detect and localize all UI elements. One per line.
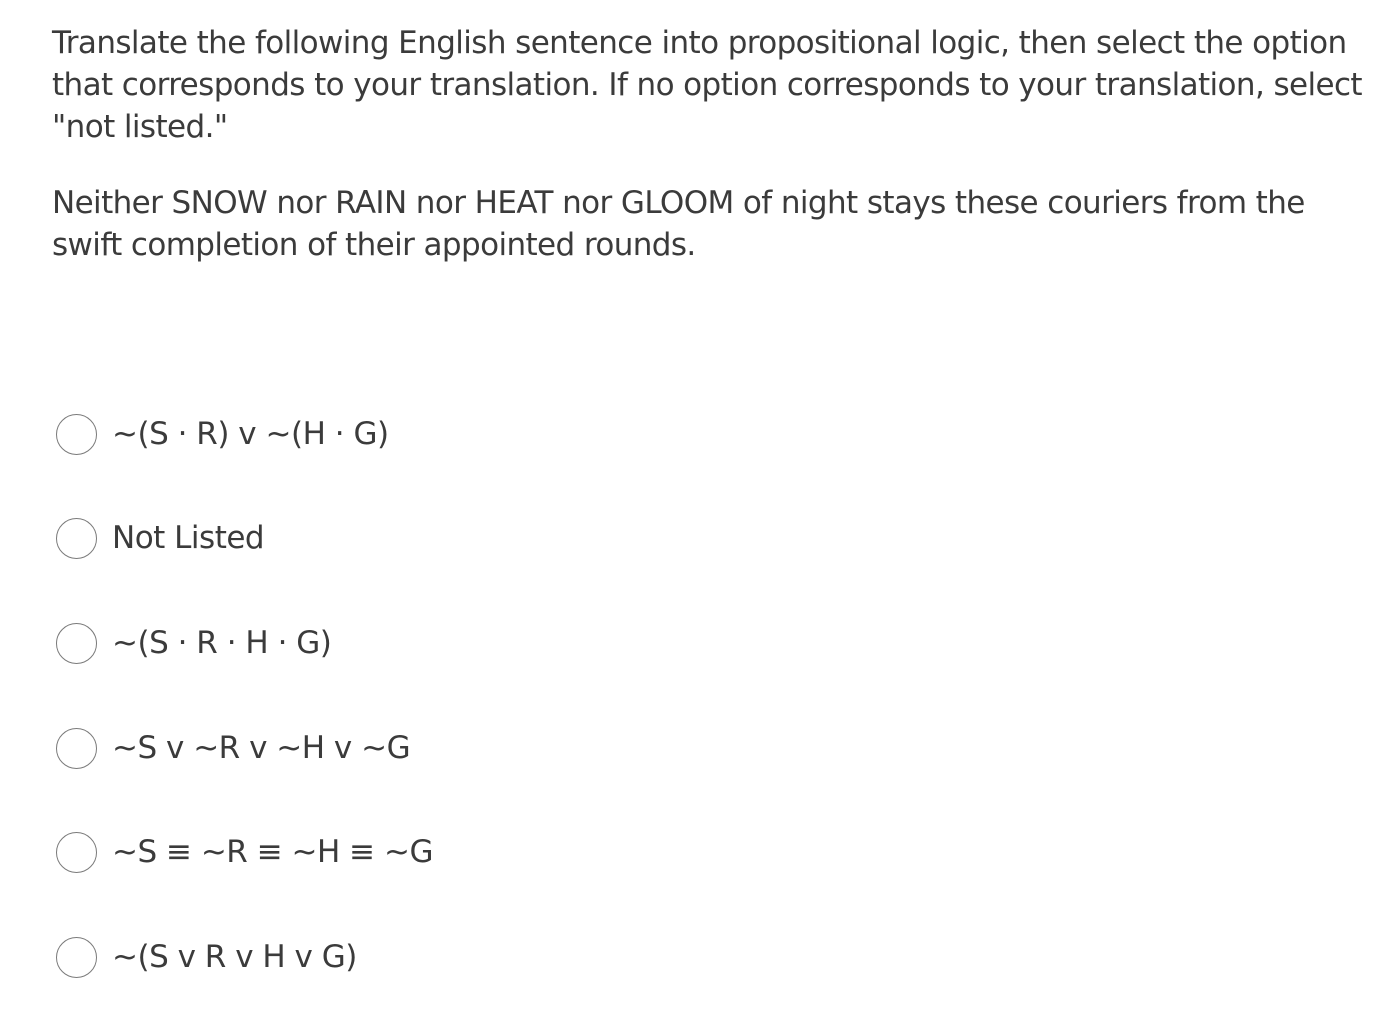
radio-button[interactable] [56, 937, 97, 978]
radio-button[interactable] [56, 832, 97, 873]
question-block [52, 22, 1362, 266]
answer-option-label: ~S v ~R v ~H v ~G [112, 730, 411, 766]
answer-option-label: ~(S · R) v ~(H · G) [112, 416, 389, 452]
answer-option-3[interactable] [56, 621, 331, 665]
answer-option-label: ~S ≡ ~R ≡ ~H ≡ ~G [112, 834, 433, 870]
answer-option-6[interactable] [56, 935, 357, 979]
radio-button[interactable] [56, 518, 97, 559]
answer-option-4[interactable] [56, 726, 410, 770]
radio-button[interactable] [56, 728, 97, 769]
answer-option-label: ~(S v R v H v G) [112, 939, 357, 975]
answer-option-2[interactable] [56, 516, 264, 560]
answer-option-label: Not Listed [112, 520, 265, 556]
answer-option-5[interactable] [56, 830, 433, 874]
answer-option-1[interactable] [56, 412, 389, 456]
radio-button[interactable] [56, 414, 97, 455]
question-sentence: Neither SNOW nor RAIN nor HEAT nor GLOOM of night stays these couriers from the swift completion of their appointed rounds. [52, 185, 1305, 263]
question-prompt: Translate the following English sentence into propositional logic, then select the option that corresponds to your translation. If no option corresponds to your translation, select "not listed." [52, 25, 1362, 145]
radio-button[interactable] [56, 623, 97, 664]
answer-option-label: ~(S · R · H · G) [112, 625, 332, 661]
